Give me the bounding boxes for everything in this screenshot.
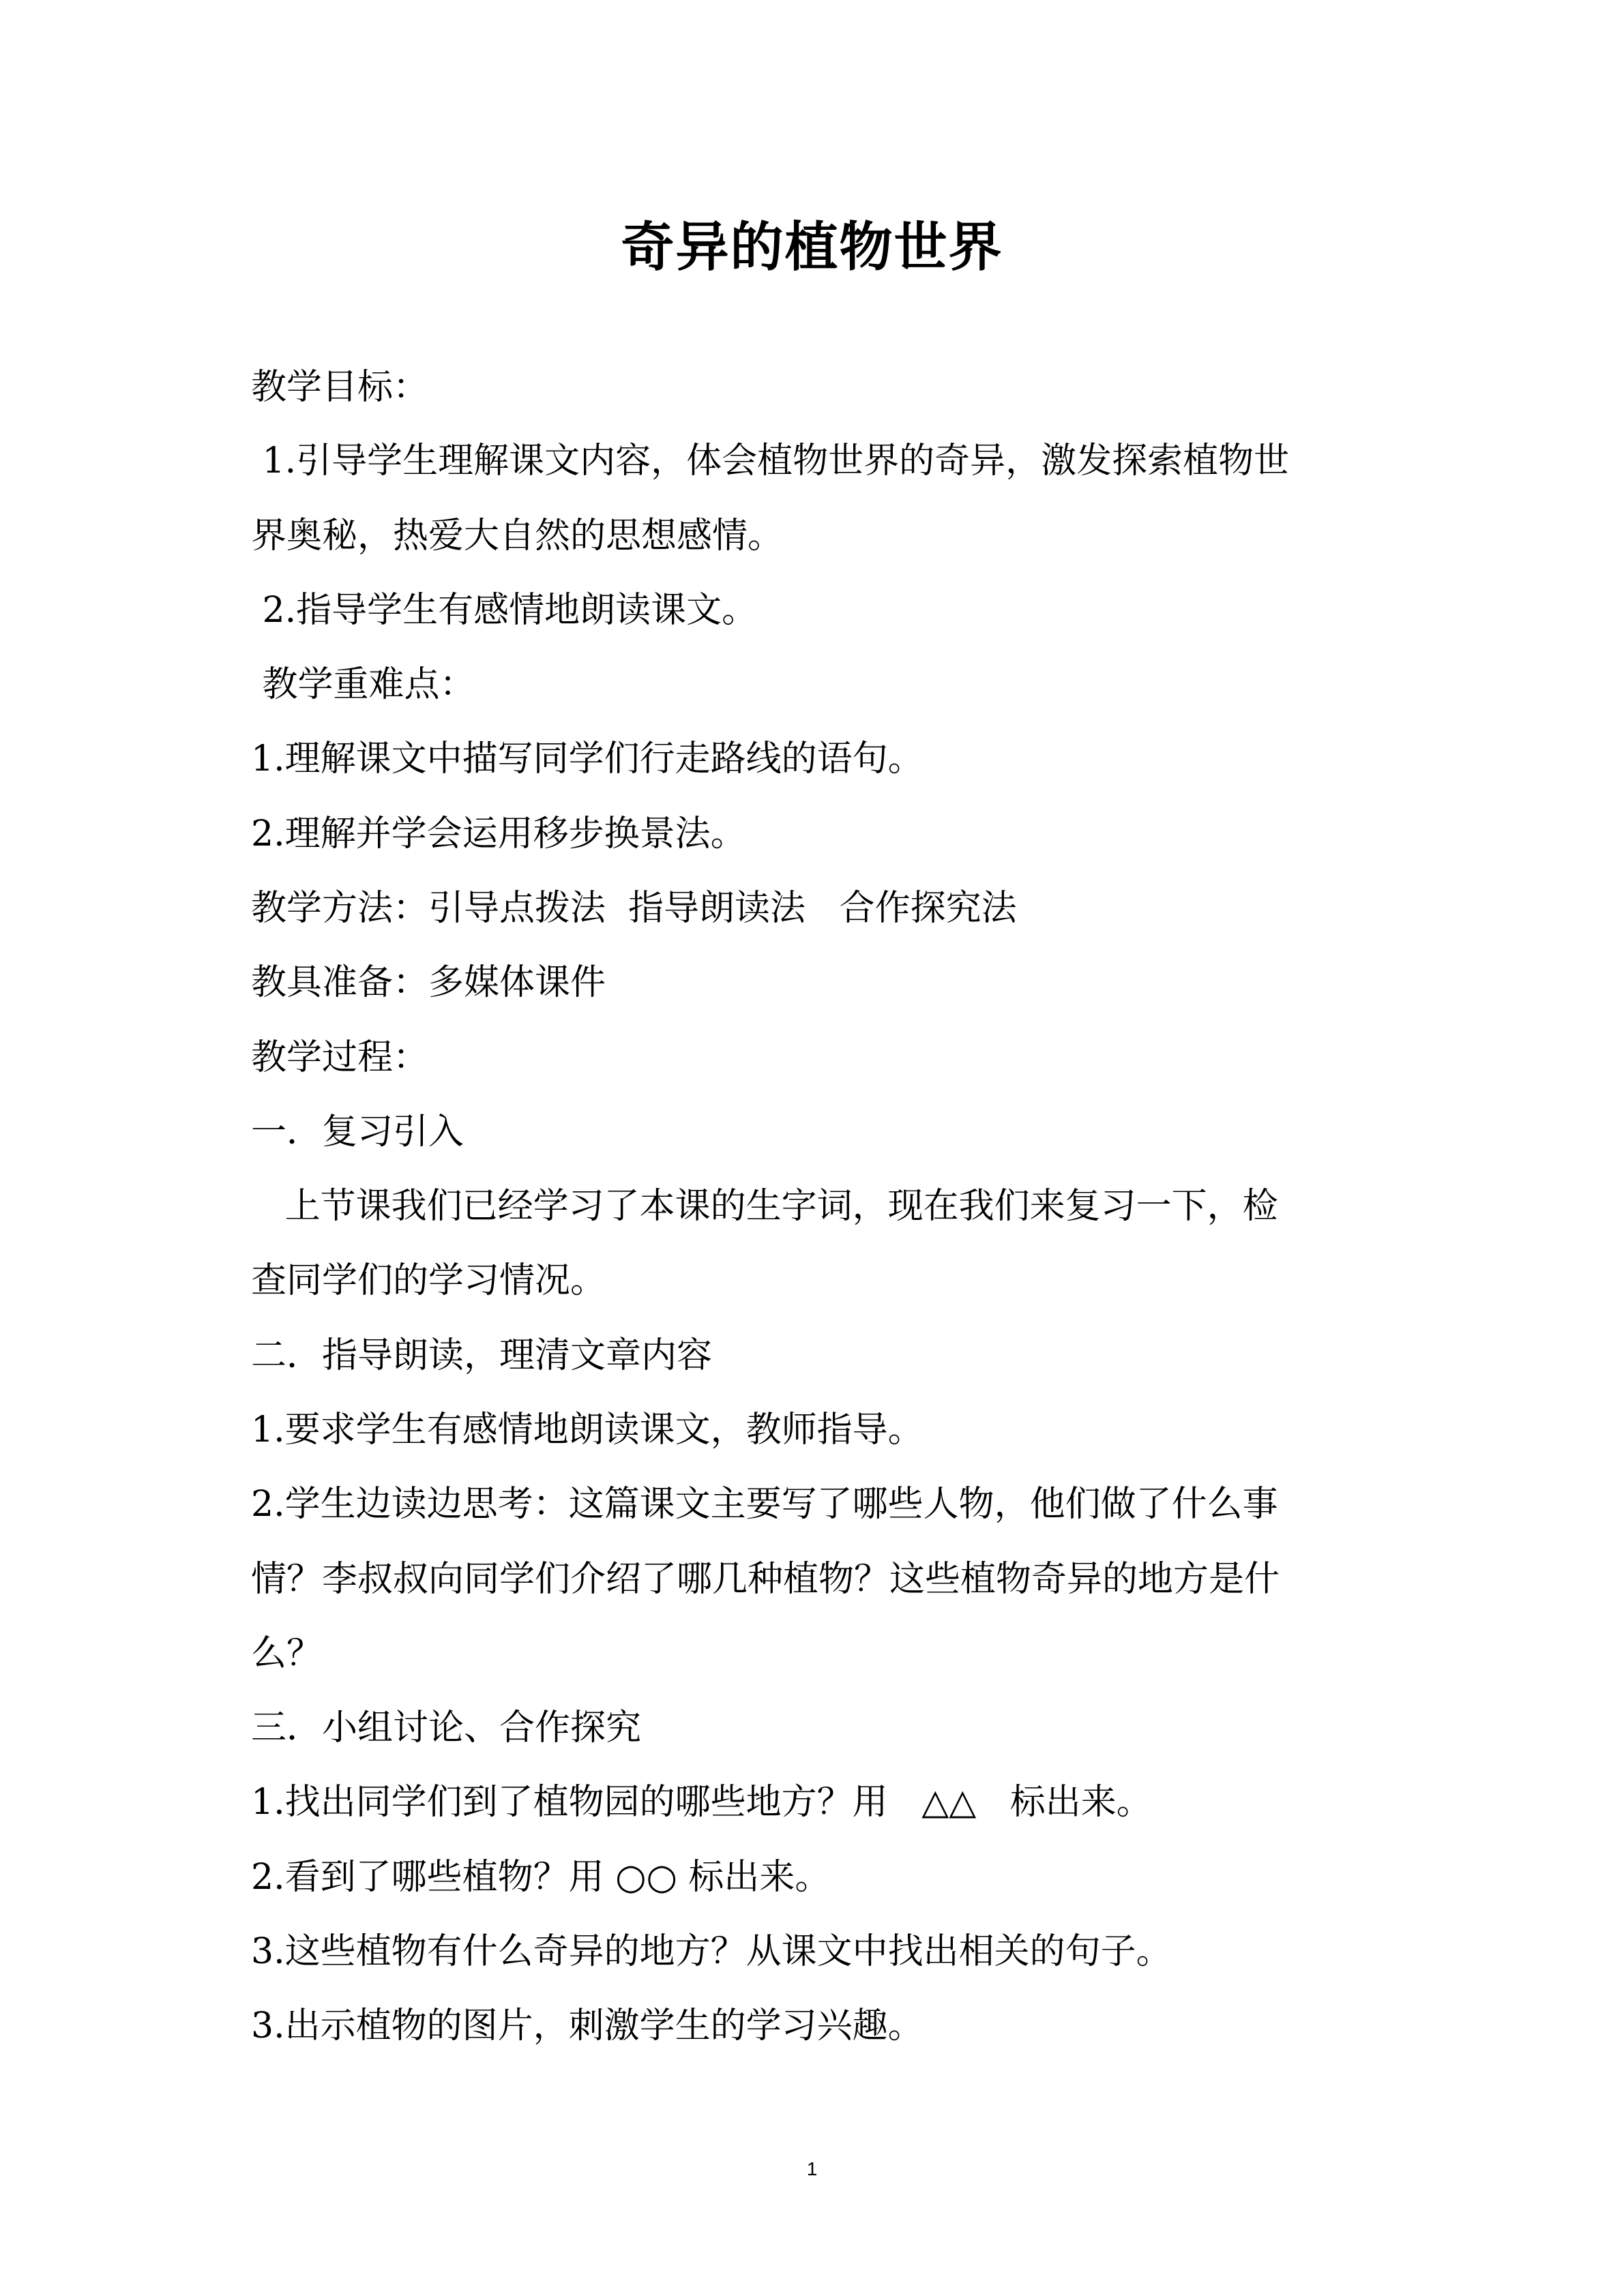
- key-point-1: 1.理解课文中描写同学们行走路线的语句。: [251, 739, 924, 779]
- teaching-materials: 教具准备：多媒体课件: [251, 962, 606, 1003]
- step-1-paragraph-cont: 查同学们的学习情况。: [251, 1260, 606, 1301]
- page-title: 奇异的植物世界: [621, 216, 1003, 278]
- step-2-item-2-end: 么？: [251, 1633, 323, 1674]
- step-3-item-1: 1.找出同学们到了植物园的哪些地方？用 △△ 标出来。: [251, 1782, 1152, 1823]
- step-2-item-2-cont: 情？李叔叔向同学们介绍了哪几种植物？这些植物奇异的地方是什: [251, 1559, 1280, 1600]
- step-2-item-1: 1.要求学生有感情地朗读课文，教师指导。: [251, 1410, 924, 1450]
- step-3-item-3: 3.这些植物有什么奇异的地方？从课文中找出相关的句子。: [251, 1931, 1172, 1972]
- section-heading-process: 教学过程：: [251, 1037, 429, 1078]
- teaching-methods: 教学方法：引导点拨法 指导朗读法 合作探究法: [251, 888, 1017, 929]
- step-1-paragraph: 上节课我们已经学习了本课的生字词，现在我们来复习一下，检: [251, 1186, 1278, 1227]
- section-heading-key-points: 教学重难点：: [251, 664, 475, 705]
- objective-1-cont: 界奥秘，热爱大自然的思想感情。: [251, 516, 784, 556]
- objective-1: 1.引导学生理解课文内容，体会植物世界的奇异，激发探索植物世: [251, 441, 1290, 481]
- step-3-heading: 三．小组讨论、合作探究: [251, 1708, 642, 1748]
- section-heading-objectives: 教学目标：: [251, 367, 429, 408]
- step-1-heading: 一．复习引入: [251, 1112, 464, 1152]
- page-number: 1: [806, 2158, 818, 2179]
- step-3-item-4: 3.出示植物的图片，刺激学生的学习兴趣。: [251, 2006, 924, 2046]
- step-2-item-2: 2.学生边读边思考：这篇课文主要写了哪些人物，他们做了什么事: [251, 1484, 1278, 1525]
- step-3-item-2: 2.看到了哪些植物？用 ○○ 标出来。: [251, 1857, 831, 1898]
- step-2-heading: 二．指导朗读，理清文章内容: [251, 1335, 713, 1376]
- objective-2: 2.指导学生有感情地朗读课文。: [251, 590, 758, 631]
- key-point-2: 2.理解并学会运用移步换景法。: [251, 814, 746, 854]
